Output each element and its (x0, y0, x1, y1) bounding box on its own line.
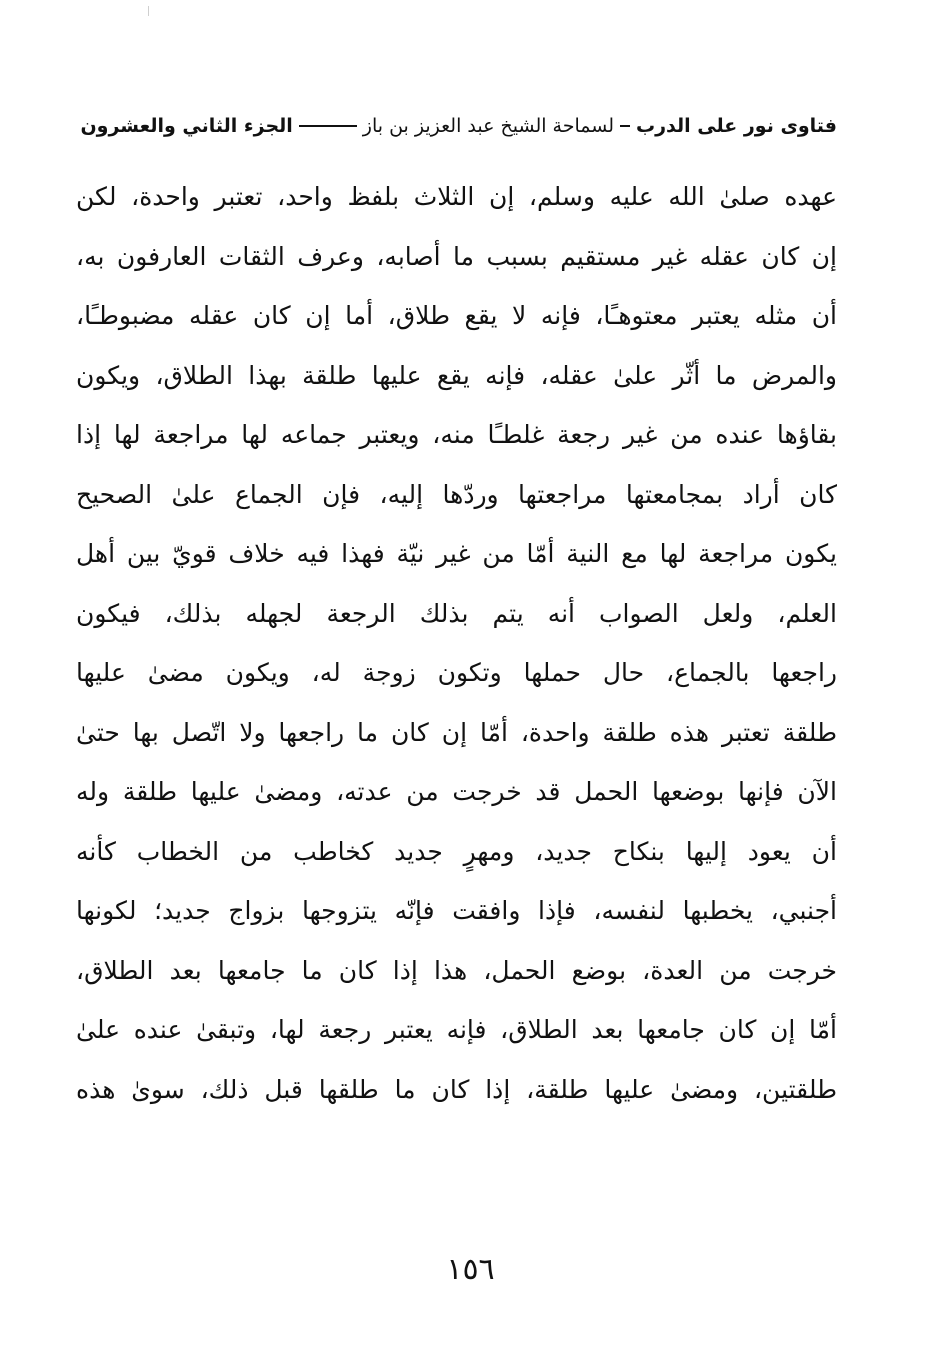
text-line: طلقة تعتبر هذه طلقة واحدة، أمّا إن كان ما راجعها ولا اتّصل بها حتىٰ (76, 717, 837, 747)
volume-label: الجزء الثاني والعشرون (80, 115, 293, 137)
author-name: لسماحة الشيخ عبد العزيز بن باز (362, 115, 614, 137)
text-line: بقاؤها عنده من غير رجعة غلطـًا منه، ويعتبر جماعه لها مراجعة لها إذا (76, 420, 837, 449)
text-line: أن مثله يعتبر معتوهـًا، فإنه لا يقع طلاق، أما إن كان عقله مضبوطـًا، (76, 301, 837, 330)
body-text (76, 167, 837, 1119)
book-title: فتاوى نور على الدرب (636, 115, 837, 137)
text-line: راجعها بالجماع، حال حملها وتكون زوجة له، ويكون مضىٰ عليها (76, 658, 837, 687)
header-dash (620, 125, 630, 127)
text-line: العلم، ولعل الصواب أنه يتم بذلك الرجعة لجهله بذلك، فيكون (76, 598, 837, 628)
text-line: خرجت من العدة، بوضع الحمل، هذا إذا كان ما جامعها بعد الطلاق، (76, 955, 837, 985)
text-line: يكون مراجعة لها مع النية أمّا من غير نيّة فهذا فيه خلاف قويّ بين أهل (76, 539, 837, 568)
text-line: أن يعود إليها بنكاح جديد، ومهرٍ جديد كخاطب من الخطاب كأنه (76, 836, 837, 866)
running-header (72, 111, 837, 141)
header-separator-line (299, 125, 357, 127)
text-line: أجنبي، يخطبها لنفسه، فإذا وافقت فإنّه يتزوجها بزواج جديد؛ لكونها (76, 896, 837, 925)
page-number: ١٥٦ (446, 1252, 495, 1287)
scan-mark (148, 6, 149, 16)
text-line: طلقتين، ومضىٰ عليها طلقة، إذا كان ما طلقها قبل ذلك، سوىٰ هذه (76, 1074, 837, 1104)
text-line: أمّا إن كان جامعها بعد الطلاق، فإنه يعتبر رجعة لها، وتبقىٰ عنده علىٰ (76, 1015, 837, 1044)
text-line: إن كان عقله غير مستقيم بسبب ما أصابه، وعرف الثقات العارفون به، (76, 241, 837, 271)
text-line: عهده صلىٰ الله عليه وسلم، إن الثلاث بلفظ واحد، تعتبر واحدة، لكن (76, 182, 837, 211)
text-line: الآن فإنها بوضعها الحمل قد خرجت من عدته، ومضىٰ عليها طلقة وله (76, 777, 837, 806)
text-line: والمرض ما أثّر علىٰ عقله، فإنه يقع عليها طلقة بهذا الطلاق، ويكون (76, 360, 837, 390)
text-line: كان أراد بمجامعتها مراجعتها وردّها إليه، فإن الجماع علىٰ الصحيح (76, 479, 837, 509)
